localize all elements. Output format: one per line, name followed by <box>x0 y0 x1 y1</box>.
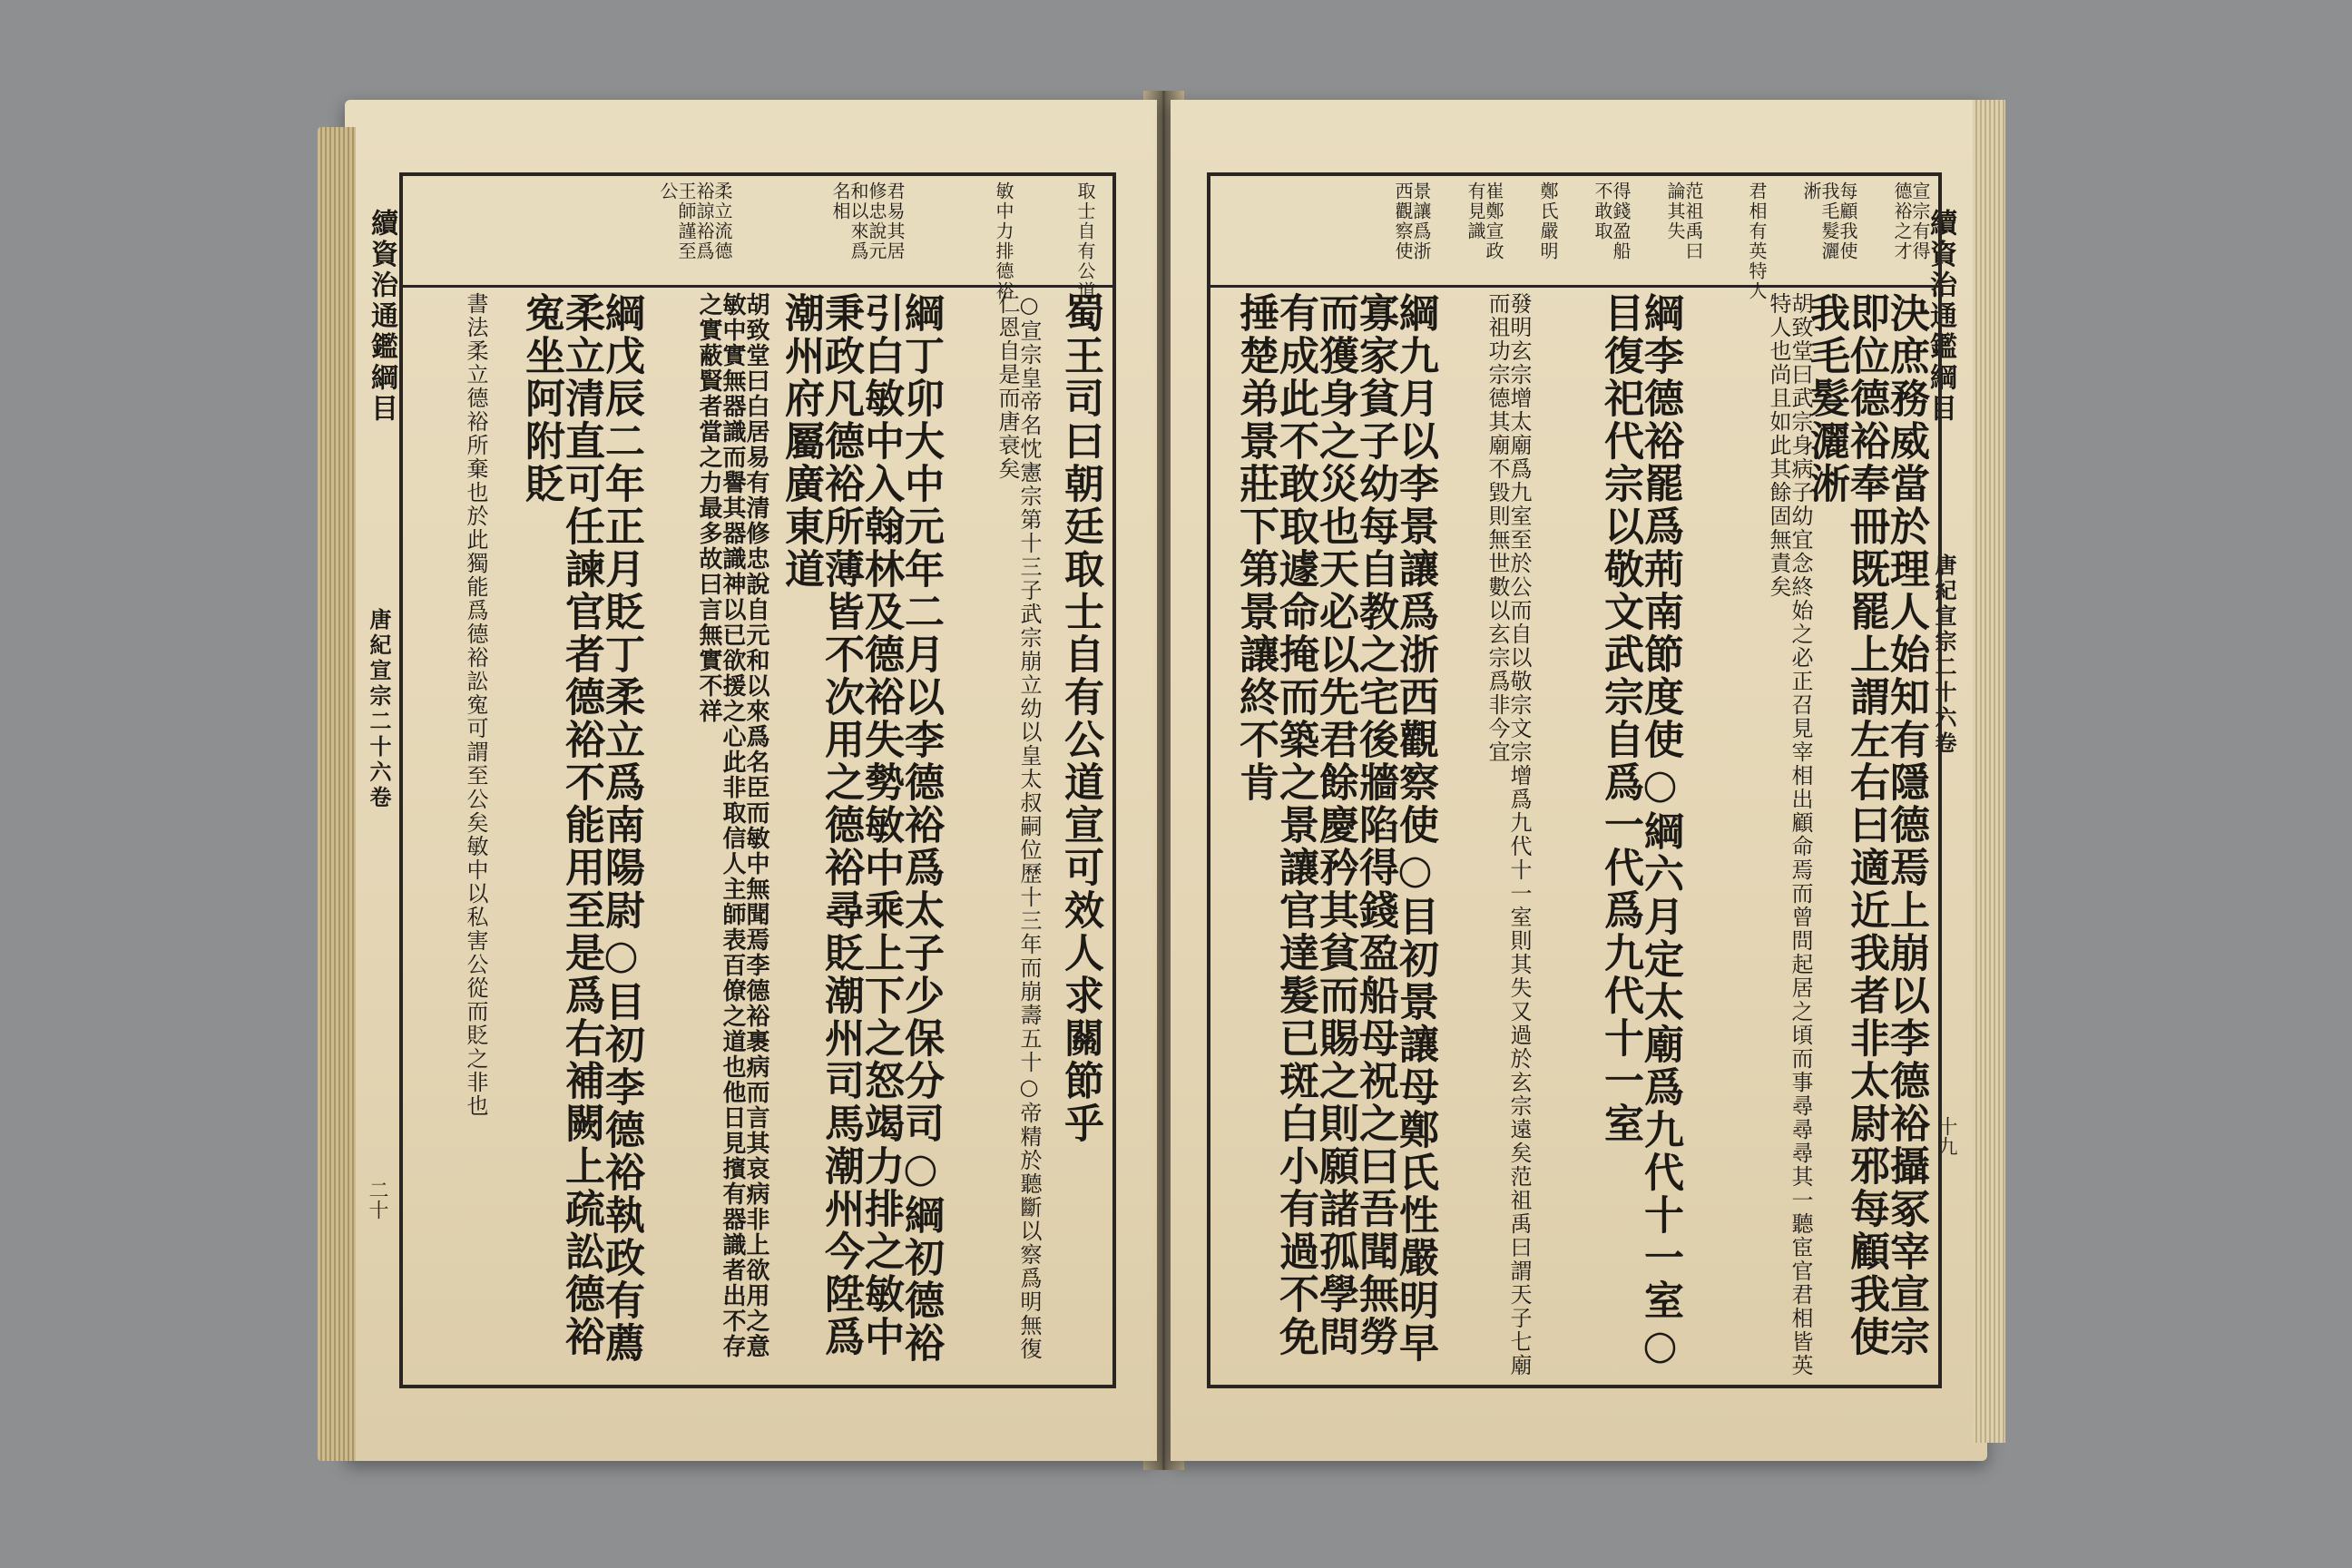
left-column-3: 綱丁卯大中元年二月以李德裕爲太子少保分司○綱初德裕引白敏中入翰林及德裕失勢敏中乘上下之怒竭力排之敏中秉政凡德裕所薄皆不次用之德裕尋貶潮州司馬潮州今陞爲潮州府屬廣東道 <box>778 292 944 1365</box>
left-page-edge <box>318 127 356 1461</box>
right-margin-volume: 唐紀宣宗二十六卷 <box>1931 554 1957 757</box>
right-header-band <box>1210 176 1938 301</box>
left-side-title: 續資治通鑑綱目 <box>366 209 397 425</box>
left-header-note: 敏中力排德裕 <box>993 181 1014 301</box>
left-column-1: 蜀王司曰朝廷取士自有公道宣可效人求關節乎 <box>1057 292 1103 1145</box>
left-page <box>345 100 1157 1461</box>
left-margin-volume: 唐紀宣宗二十六卷 <box>366 608 392 811</box>
left-folio: 二十 <box>366 1180 388 1220</box>
right-page-edge <box>1973 100 2005 1443</box>
right-column-4: 發明玄宗增太廟爲九室至於公而自以敬宗文宗增爲九代十一室則其失又過於玄宗遠矣范祖禹曰謂天子七廟而祖功宗德其廟不毀則無世數以玄宗爲非今宜 <box>1485 292 1532 1377</box>
right-header-note: 得錢盈船不敢取 <box>1592 181 1632 261</box>
left-column-2: ○宣宗皇帝名忱憲宗第十三子武宗崩立幼以皇太叔嗣位歷十三年而崩壽五十○帝精於聽斷以察爲明無復仁恩自是而唐衰矣 <box>995 292 1042 1361</box>
right-header-note: 景讓爲浙西觀察使 <box>1392 181 1432 261</box>
left-column-6: 書法柔立德裕所棄也於此獨能爲德裕訟寃可謂至公矣敏中以私害公從而貶之非也 <box>463 292 488 1118</box>
right-column-2: 胡致堂曰武宗身病子幼宜念終始之必正召見宰相出顧命焉而曾問起居之頃而事尋尋尋其一聽宦官君相皆英特人也尚且如此其餘固無責矣 <box>1766 292 1813 1377</box>
right-header-note: 每顧我使我毛髮灑淅 <box>1800 181 1858 261</box>
right-column-5: 綱九月以李景讓爲浙西觀察使○目初景讓母鄭氏性嚴明早寡家貧子幼每自教之宅後牆陷得錢盈船母祝之曰吾聞無勞而獲身之災也天必以先君餘慶矜其貧而賜之則願諸孤學問有成此不敢取遽命掩而築之景讓官達髮已斑白小有過不免捶楚弟景莊下第景讓終不肯 <box>1232 292 1438 1365</box>
right-header-note: 君相有英特人 <box>1746 181 1768 301</box>
right-column-3: 綱李德裕罷爲荊南節度使○綱六月定太廟爲九代十一室○目復祀代宗以敬文武宗自爲一代爲九代十一室 <box>1597 292 1683 1371</box>
right-text-frame <box>1207 172 1942 1388</box>
right-header-note: 崔鄭宣政有見識 <box>1465 181 1504 261</box>
right-side-title: 續資治通鑑綱目 <box>1925 209 1956 425</box>
right-header-note: 范祖禹曰論其失 <box>1664 181 1704 261</box>
left-header-note: 柔立流德裕諒裕爲王師謹至公 <box>657 181 733 261</box>
right-column-1: 決庶務威當於理人始知有隱德焉上崩以李德裕攝冢宰宣宗即位德裕奉冊既罷上謂左右曰適近我者非太尉邪每顧我使我毛髮灑淅 <box>1803 292 1929 1358</box>
left-column-5: 綱戊辰二年正月貶丁柔立爲南陽尉○目初李德裕執政有薦柔立清直可任諫官者德裕不能用至是爲右補闕上疏訟德裕寃坐阿附貶 <box>518 292 644 1365</box>
right-folio: 十九 <box>1935 1116 1957 1156</box>
left-header-band <box>403 176 1112 301</box>
left-header-note: 取士自有公道 <box>1074 181 1096 301</box>
left-header-note: 君易其居修忠說元和以來爲名相 <box>829 181 906 261</box>
open-book <box>345 91 1996 1479</box>
left-column-4: 胡致堂曰白居易有清修忠說自元和以來爲名臣而敏中無聞焉李德裕裹病而言其哀病非上欲用之意敏中實無器識而譽其器識神以已欲援之心此非取信人主師表百僚之道也他日見擯有器識者出不存之實蔽賢者當之力最多故曰言無實不祥 <box>695 292 769 1359</box>
left-text-frame <box>399 172 1116 1388</box>
right-page <box>1171 100 1987 1461</box>
right-header-note: 鄭氏嚴明 <box>1537 181 1559 261</box>
right-header-note: 宣宗有得德裕之才 <box>1891 181 1931 261</box>
